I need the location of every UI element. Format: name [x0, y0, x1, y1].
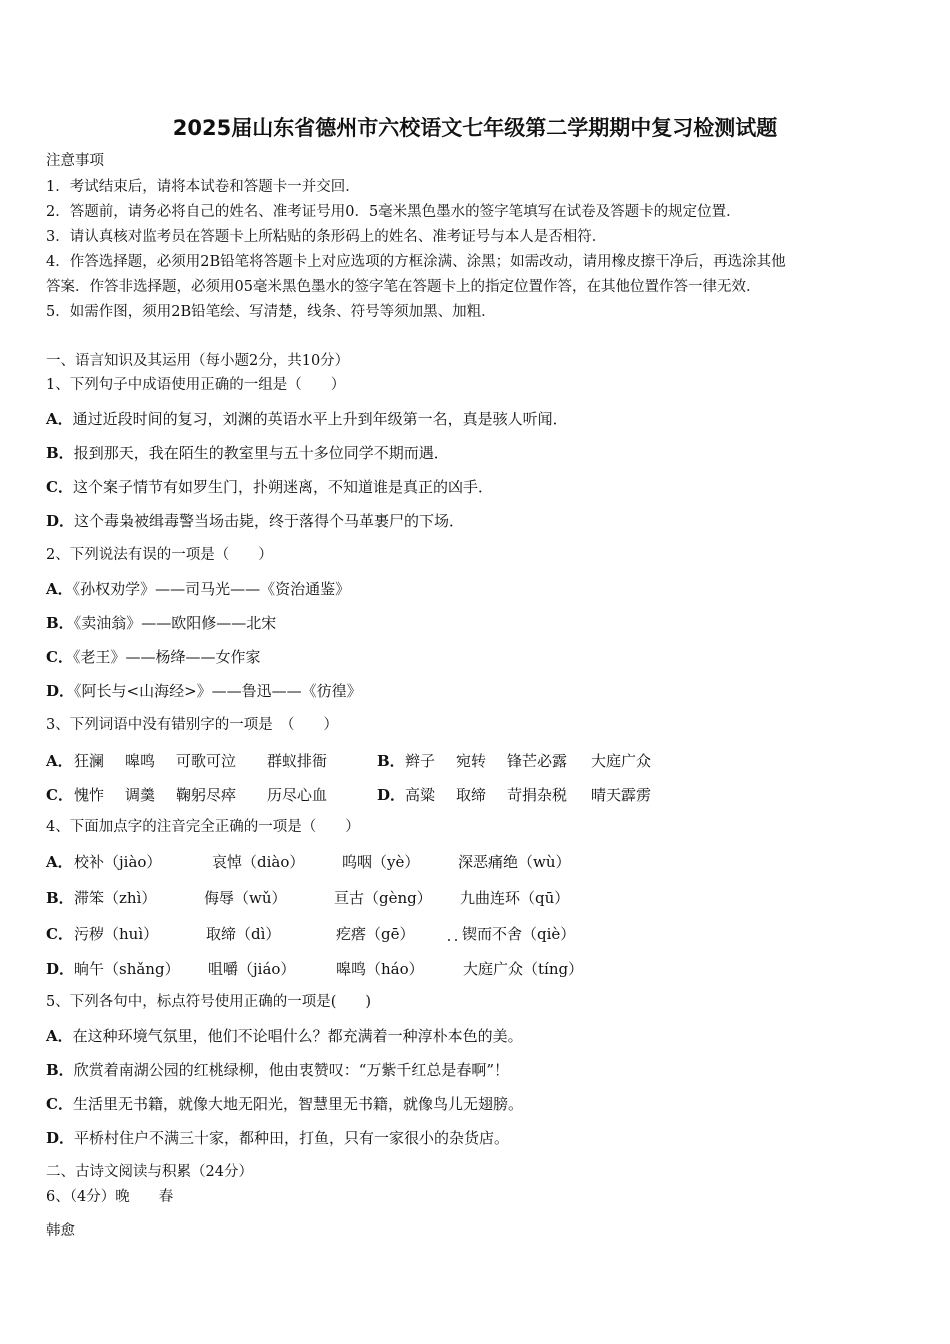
word: 愧怍	[74, 786, 105, 804]
option-a	[46, 410, 568, 428]
word: 嗥鸣	[125, 752, 156, 770]
option-label: A．	[46, 1027, 73, 1045]
option-label: A．	[46, 580, 73, 598]
word: 疙瘩（gē）	[336, 925, 415, 943]
word: 咀嚼（jiáo）	[208, 960, 296, 978]
notice-item: 3．请认真核对监考员在答题卡上所粘贴的条形码上的姓名、准考证号与本人是否相符．	[46, 229, 607, 245]
option-c	[46, 648, 260, 666]
option-label: C．	[46, 648, 73, 666]
option-label: C．	[46, 786, 73, 804]
option-row-cd	[0, 784, 950, 804]
option-row-ab	[0, 750, 950, 770]
option-d	[46, 512, 464, 530]
emphasis-dot	[455, 939, 457, 941]
option-label: D．	[46, 682, 75, 700]
option-label: B．	[46, 444, 74, 462]
notice-item: 答案．作答非选择题，必须用05毫米黑色墨水的签字笔在答题卡上的指定位置作答，在其他位置作答一律无效．	[46, 279, 761, 295]
option-c	[0, 923, 950, 943]
option-b	[46, 444, 449, 462]
word: 滞笨（zhì）	[74, 889, 157, 907]
option-label: C．	[46, 925, 73, 943]
option-label: B．	[377, 752, 405, 770]
word: 取缔（dì）	[206, 925, 281, 943]
question-stem: 5、下列各句中，标点符号使用正确的一项是( )	[46, 994, 372, 1010]
option-d	[46, 1129, 509, 1147]
notice-heading: 注意事项	[46, 153, 104, 169]
word: 高粱	[405, 786, 436, 804]
option-label: C．	[46, 478, 73, 496]
option-text: 欣赏着南湖公园的红桃绿柳，他由衷赞叹：“万紫千红总是春啊”！	[73, 1061, 510, 1079]
option-label: B．	[46, 1061, 74, 1079]
emphasis-dot	[448, 939, 450, 941]
poem-author: 韩愈	[46, 1223, 75, 1239]
option-b	[46, 614, 276, 632]
question-stem: 2、下列说法有误的一项是（ ）	[46, 547, 273, 563]
word: 辫子	[405, 752, 436, 770]
option-label: B．	[46, 614, 74, 632]
option-b	[46, 1061, 509, 1079]
section-heading: 二、古诗文阅读与积累（24分）	[46, 1164, 253, 1180]
word: 晌午（shǎng）	[74, 960, 180, 978]
word: 狂澜	[74, 752, 105, 770]
option-a	[46, 1027, 523, 1045]
option-text: 报到那天，我在陌生的教室里与五十多位同学不期而遇．	[73, 444, 449, 462]
word: 调羹	[125, 786, 156, 804]
notice-item: 4．作答选择题，必须用2B铅笔将答题卡上对应选项的方框涂满、涂黑；如需改动，请用橡皮擦干净后，再选涂其他	[46, 254, 786, 270]
word: 鞠躬尽瘁	[176, 786, 237, 804]
word: 取缔	[456, 786, 487, 804]
word: 大庭广众（tíng）	[463, 960, 584, 978]
word: 嗥鸣（háo）	[336, 960, 424, 978]
word: 校补（jiào）	[74, 853, 162, 871]
option-text: 《老王》——杨绛——女作家	[72, 648, 261, 666]
option-text: 《孙权劝学》——司马光——《资治通鉴》	[72, 580, 351, 598]
option-label: B．	[46, 889, 74, 907]
option-text: 《卖油翁》——欧阳修——北宋	[73, 614, 277, 632]
word: 亘古（gèng）	[334, 889, 432, 907]
option-b	[0, 887, 950, 907]
section-heading: 一、语言知识及其运用（每小题2分，共10分）	[46, 353, 350, 369]
option-label: A．	[46, 853, 73, 871]
notice-item: 5．如需作图，须用2B铅笔绘、写清楚，线条、符号等须加黑、加粗．	[46, 304, 496, 320]
word: 大庭广众	[591, 752, 652, 770]
option-d	[46, 682, 362, 700]
option-text: 在这种环境气氛里，他们不论唱什么？都充满着一种淳朴本色的美。	[72, 1027, 523, 1045]
option-text: 生活里无书籍，就像大地无阳光，智慧里无书籍，就像鸟儿无翅膀。	[72, 1095, 523, 1113]
option-c	[46, 478, 493, 496]
word: 锲而不舍（qiè）	[462, 925, 576, 943]
option-label: D．	[377, 786, 406, 804]
word: 侮辱（wǔ）	[204, 889, 287, 907]
question-stem: 6、（4分）晚 春	[46, 1189, 174, 1205]
option-text: 这个毒枭被缉毒警当场击毙，终于落得个马革裹尸的下场．	[74, 512, 465, 530]
word: 群蚁排衙	[267, 752, 328, 770]
option-label: A．	[46, 410, 73, 428]
question-stem: 1、下列句子中成语使用正确的一组是（ ）	[46, 377, 346, 393]
notice-item: 1．考试结束后，请将本试卷和答题卡一并交回．	[46, 179, 360, 195]
option-text: 这个案子情节有如罗生门，扑朔迷离，不知道谁是真正的凶手．	[72, 478, 493, 496]
notice-item: 2．答题前，请务必将自己的姓名、准考证号用0．5毫米黑色墨水的签字笔填写在试卷及答题卡的规定位置．	[46, 204, 741, 220]
option-a	[0, 851, 950, 871]
question-stem: 4、下面加点字的注音完全正确的一项是（ ）	[46, 819, 360, 835]
word: 九曲连环（qū）	[460, 889, 570, 907]
page-title: 2025届山东省德州市六校语文七年级第二学期期中复习检测试题	[172, 116, 778, 140]
option-text: 通过近段时间的复习，刘渊的英语水平上升到年级第一名，真是骇人听闻．	[72, 410, 568, 428]
option-text: 《阿长与<山海经>》——鲁迅——《彷徨》	[74, 682, 362, 700]
option-label: C．	[46, 1095, 73, 1113]
word: 污秽（huì）	[74, 925, 159, 943]
word: 锋芒必露	[507, 752, 568, 770]
option-d	[0, 958, 950, 978]
word: 历尽心血	[267, 786, 328, 804]
word: 呜咽（yè）	[342, 853, 420, 871]
word: 晴天霹雳	[591, 786, 652, 804]
word: 深恶痛绝（wù）	[458, 853, 571, 871]
word: 可歌可泣	[176, 752, 237, 770]
word: 哀悼（diào）	[212, 853, 305, 871]
option-label: A．	[46, 752, 73, 770]
option-a	[46, 580, 350, 598]
word: 宛转	[456, 752, 487, 770]
option-text: 平桥村住户不满三十家，都种田，打鱼，只有一家很小的杂货店。	[74, 1129, 510, 1147]
option-label: D．	[46, 960, 75, 978]
option-label: D．	[46, 512, 75, 530]
question-stem: 3、下列词语中没有错别字的一项是 （ ）	[46, 717, 338, 733]
word: 苛捐杂税	[507, 786, 568, 804]
option-label: D．	[46, 1129, 75, 1147]
option-c	[46, 1095, 523, 1113]
